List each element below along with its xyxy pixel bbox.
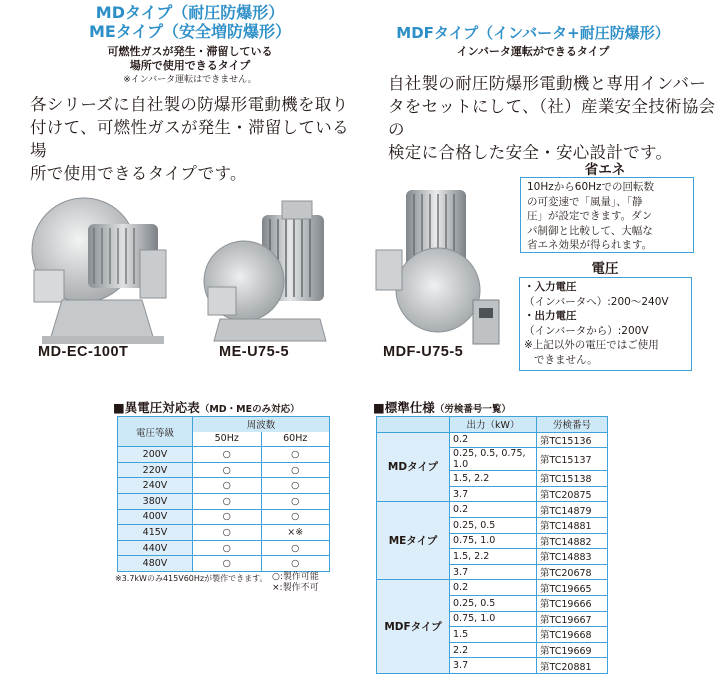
spec-number: 第TC20875: [537, 486, 608, 502]
volt-line-6: できません。: [534, 353, 598, 366]
spec-output: 0.25, 0.5, 0.75, 1.0: [450, 448, 537, 471]
model-label-md-ec-100t: MD-EC-100T: [38, 344, 129, 360]
eco-title: 省エネ: [584, 162, 626, 178]
voltage-table-title: ■異電圧対応表: [113, 400, 200, 415]
voltage-table: [117, 416, 330, 572]
col-header-60hz: 60Hz: [261, 432, 330, 447]
spec-output: 0.2: [450, 432, 537, 448]
spec-number: 第TC20881: [537, 658, 608, 674]
voltage-legend: [272, 572, 319, 594]
spec-row: [377, 502, 608, 518]
voltage-table-heading: [113, 398, 300, 416]
mdf-title: MDFタイプ（インバータ+耐圧防爆形）: [396, 24, 670, 42]
voltage-50hz: ○: [193, 556, 262, 572]
eco-line-1: 10Hzから60Hzでの回転数: [527, 181, 655, 193]
voltage-row: [118, 478, 330, 494]
voltage-grade: 220V: [118, 462, 193, 478]
spec-output: 0.25, 0.5: [450, 595, 537, 611]
eco-line-4: パ制御と比較して、大幅な: [527, 224, 653, 237]
voltage-table-note: （MD・MEのみ対応）: [199, 404, 300, 415]
md-desc-line-3: 所で使用できるタイプです。: [30, 164, 247, 183]
me-title: MEタイプ（安全増防爆形）: [88, 22, 292, 41]
voltage-row: [118, 540, 330, 556]
legend-possible: ○:製作可能: [272, 572, 319, 582]
voltage-50hz: ○: [193, 509, 262, 525]
md-desc-line-2: 付けて、可燃性ガスが発生・滞留している場: [30, 118, 349, 160]
md-title: MDタイプ（耐圧防爆形）: [95, 3, 285, 22]
voltage-50hz: ○: [193, 478, 262, 494]
spec-table: [376, 416, 608, 674]
spec-type-label: MEタイプ: [377, 502, 450, 580]
model-label-mdf-u75-5: MDF-U75-5: [383, 344, 464, 360]
md-desc-line-1: 各シリーズに自社製の防爆形電動機を取り: [30, 95, 349, 114]
voltage-row: [118, 509, 330, 525]
eco-line-3: 圧」が設定できます。ダン: [527, 210, 653, 222]
voltage-row: [118, 556, 330, 572]
voltage-row: [118, 462, 330, 478]
spec-number: 第TC19667: [537, 611, 608, 627]
md-ec-100t-image: [22, 190, 182, 346]
voltage-row: [118, 525, 330, 541]
volt-line-4: （インバータから）:200V: [524, 324, 649, 337]
legend-impossible: ×:製作不可: [272, 583, 319, 593]
voltage-title: 電圧: [591, 261, 619, 277]
spec-row: [377, 432, 608, 448]
spec-number: 第TC19669: [537, 642, 608, 658]
voltage-60hz: ○: [261, 509, 330, 525]
voltage-60hz: ○: [261, 493, 330, 509]
volt-line-3: ・出力電圧: [524, 310, 577, 322]
voltage-60hz: ×※: [261, 525, 330, 541]
voltage-row: [118, 493, 330, 509]
voltage-grade: 380V: [118, 493, 193, 509]
voltage-row: [118, 447, 330, 463]
voltage-50hz: ○: [193, 525, 262, 541]
voltage-grade: 200V: [118, 447, 193, 463]
spec-number: 第TC15136: [537, 432, 608, 448]
col-header-50hz: 50Hz: [193, 432, 262, 447]
model-label-me-u75-5: ME-U75-5: [219, 344, 290, 360]
me-u75-5-image: [200, 195, 330, 345]
voltage-grade: 480V: [118, 556, 193, 572]
md-description: [30, 93, 360, 185]
col-header-grade: 電圧等級: [118, 417, 193, 447]
voltage-50hz: ○: [193, 462, 262, 478]
spec-number: 第TC14879: [537, 502, 608, 518]
spec-row: [377, 580, 608, 596]
spec-output: 0.75, 1.0: [450, 611, 537, 627]
spec-output: 0.75, 1.0: [450, 533, 537, 549]
voltage-grade: 440V: [118, 540, 193, 556]
volt-line-5: ※上記以外の電圧ではご使用: [524, 339, 659, 351]
spec-header-number: 労検番号: [537, 417, 608, 433]
spec-number: 第TC15137: [537, 448, 608, 471]
volt-line-2: （インバータへ）:200～240V: [524, 295, 669, 308]
voltage-50hz: ○: [193, 540, 262, 556]
eco-line-2: の可変速で「風量」、「静: [527, 195, 643, 208]
md-subtitle-2: 場所で使用できるタイプ: [129, 59, 251, 72]
mdf-desc-line-3: 検定に合格した安全・安心設計です。: [388, 143, 673, 162]
spec-output: 3.7: [450, 658, 537, 674]
spec-number: 第TC19665: [537, 580, 608, 596]
mdf-desc-line-1: 自社製の耐圧防爆形電動機と専用インバー: [388, 74, 707, 93]
md-note: ※インバータ運転はできません。: [123, 75, 257, 85]
voltage-box: [519, 277, 692, 371]
spec-number: 第TC15138: [537, 471, 608, 487]
voltage-60hz: ○: [261, 556, 330, 572]
spec-number: 第TC19666: [537, 595, 608, 611]
mdf-u75-5-image: [368, 180, 518, 350]
spec-type-label: MDタイプ: [377, 432, 450, 502]
spec-type-label: MDFタイプ: [377, 580, 450, 674]
mdf-desc-line-2: タをセットにして、（社）産業安全技術協会の: [388, 97, 716, 139]
volt-line-1: ・入力電圧: [524, 281, 577, 293]
spec-output: 1.5, 2.2: [450, 549, 537, 565]
voltage-50hz: ○: [193, 493, 262, 509]
spec-number: 第TC14883: [537, 549, 608, 565]
spec-output: 1.5: [450, 627, 537, 643]
spec-output: 3.7: [450, 564, 537, 580]
spec-output: 2.2: [450, 642, 537, 658]
voltage-footnote: ※3.7kWのみ415V60Hzが製作できます。: [115, 574, 268, 583]
voltage-50hz: ○: [193, 447, 262, 463]
spec-output: 0.2: [450, 502, 537, 518]
md-subtitle-1: 可燃性ガスが発生・滞留している: [107, 45, 273, 58]
spec-table-heading: [373, 398, 511, 416]
voltage-grade: 415V: [118, 525, 193, 541]
spec-number: 第TC14881: [537, 517, 608, 533]
voltage-grade: 240V: [118, 478, 193, 494]
mdf-description: [388, 72, 718, 164]
spec-number: 第TC14882: [537, 533, 608, 549]
voltage-60hz: ○: [261, 462, 330, 478]
spec-output: 1.5, 2.2: [450, 471, 537, 487]
spec-output: 0.2: [450, 580, 537, 596]
spec-header-output: 出力（kW）: [450, 417, 537, 433]
spec-table-title: ■標準仕様: [373, 400, 435, 415]
spec-header-blank: [377, 417, 450, 433]
voltage-60hz: ○: [261, 478, 330, 494]
mdf-subtitle: インバータ運転ができるタイプ: [456, 45, 610, 58]
voltage-60hz: ○: [261, 540, 330, 556]
spec-number: 第TC20678: [537, 564, 608, 580]
spec-output: 3.7: [450, 486, 537, 502]
spec-output: 0.25, 0.5: [450, 517, 537, 533]
spec-table-note: （労検番号一覧）: [434, 404, 511, 415]
col-header-freq: 周波数: [193, 417, 330, 432]
voltage-60hz: ○: [261, 447, 330, 463]
eco-box: [520, 177, 694, 253]
spec-number: 第TC19668: [537, 627, 608, 643]
eco-line-5: 省エネ効果が得られます。: [527, 239, 653, 251]
voltage-grade: 400V: [118, 509, 193, 525]
